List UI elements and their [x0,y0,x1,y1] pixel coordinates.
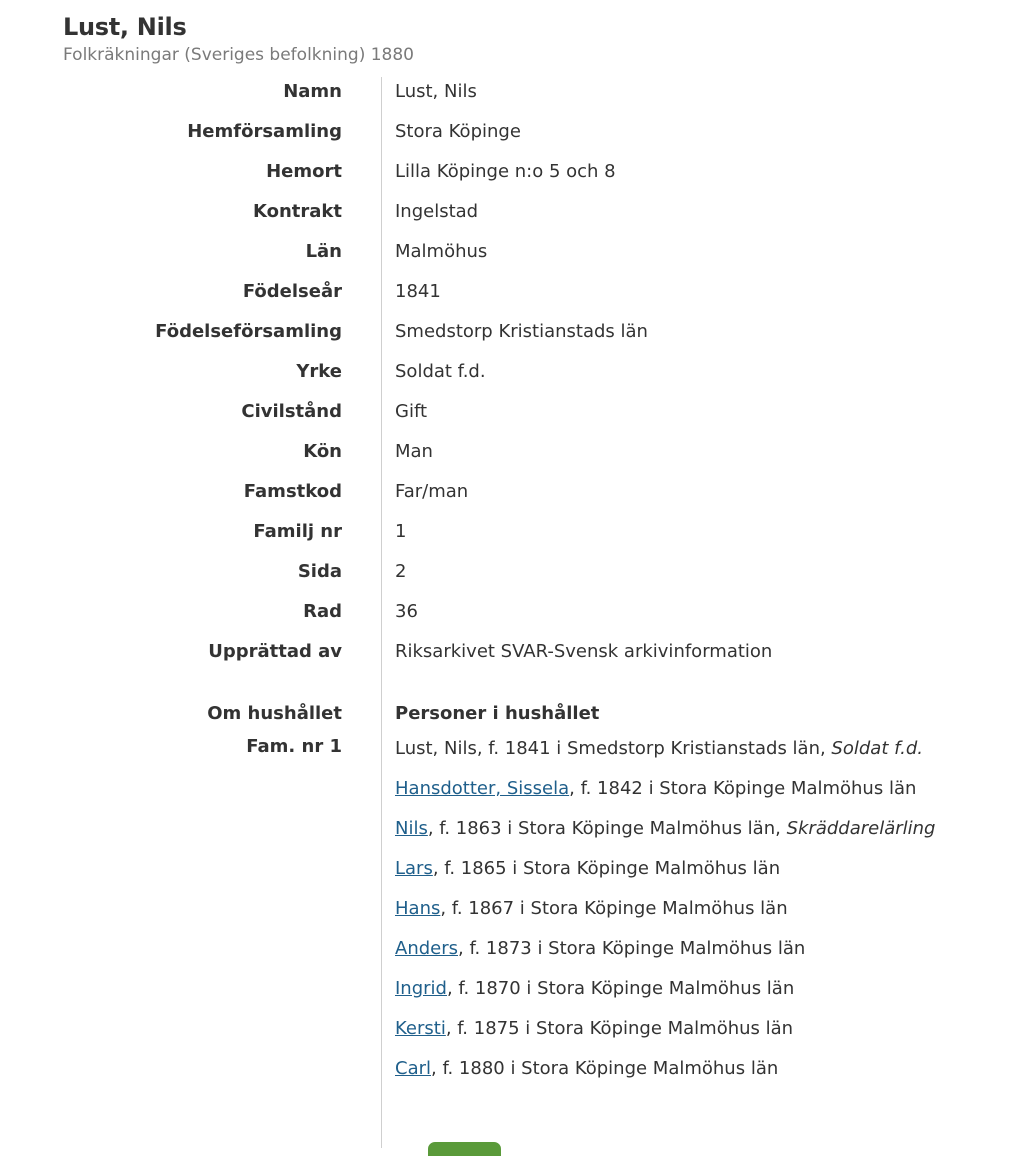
field-label: Rad [303,601,342,622]
field-value: Lust, Nils [395,81,477,102]
field-label: Födelseår [242,281,342,302]
field-value: 1841 [395,281,441,302]
field-row-namn [0,72,1017,112]
person-6 [395,975,794,1003]
person-3 [395,855,780,883]
person-occupation: Skräddarelärling [786,818,936,839]
person-8 [395,1055,778,1083]
field-value: Gift [395,401,428,422]
field-row-rad [0,592,1017,632]
field-label: Sida [297,561,342,582]
field-value: 36 [395,601,418,622]
person-link-carl[interactable]: Carl [395,1058,431,1079]
person-link-hans[interactable]: Hans [395,898,441,919]
field-row-upprattad-av [0,632,1017,672]
field-label: Yrke [296,361,342,382]
field-label: Namn [283,81,342,102]
person-details: , f. 1870 i Stora Köpinge Malmöhus län [446,978,795,999]
field-row-hemort [0,152,1017,192]
field-row-civilstand [0,392,1017,432]
field-value: 2 [395,561,407,582]
household-persons-title: Personer i hushållet [395,703,600,724]
field-label: Kön [303,441,342,462]
field-row-familj-nr [0,512,1017,552]
person-details: , f. 1875 i Stora Köpinge Malmöhus län [445,1018,794,1039]
field-value: 1 [395,521,407,542]
field-row-famstkod [0,472,1017,512]
person-link-anders[interactable]: Anders [395,938,458,959]
person-4 [395,895,788,923]
person-0 [395,735,923,763]
field-label: Civilstånd [241,401,342,422]
person-1 [395,775,916,803]
person-7 [395,1015,793,1043]
field-row-kon [0,432,1017,472]
person-link-nils[interactable]: Nils [395,818,428,839]
field-row-fodelsear [0,272,1017,312]
record-header [63,12,414,66]
person-details: , f. 1842 i Stora Köpinge Malmöhus län [569,778,917,799]
person-details: , f. 1863 i Stora Köpinge Malmöhus län, [427,818,787,839]
field-label: Födelseförsamling [155,321,342,342]
field-value: Soldat f.d. [395,361,486,382]
field-value: Lilla Köpinge n:o 5 och 8 [395,161,616,182]
person-link-hansdotter-sissela[interactable]: Hansdotter, Sissela [395,778,570,799]
person-5 [395,935,805,963]
field-label: Hemort [266,161,342,182]
field-row-kontrakt [0,192,1017,232]
field-label: Famstkod [243,481,342,502]
field-label: Upprättad av [208,641,342,662]
person-2 [395,815,935,843]
person-link-lars[interactable]: Lars [395,858,433,879]
person-details: , f. 1841 i Smedstorp Kristianstads län, [476,738,832,759]
person-details: , f. 1865 i Stora Köpinge Malmöhus län [432,858,781,879]
page-subtitle: Folkräkningar (Sveriges befolkning) 1880 [63,45,414,65]
field-row-hemforsamling [0,112,1017,152]
field-value: Riksarkivet SVAR-Svensk arkivinformation [395,641,773,662]
person-details: , f. 1880 i Stora Köpinge Malmöhus län [431,1058,779,1079]
family-number-label: Fam. nr 1 [246,736,342,757]
field-row-fodelseforsamling [0,312,1017,352]
person-occupation: Soldat f.d. [831,738,923,759]
person-link-kersti[interactable]: Kersti [395,1018,446,1039]
field-row-sida [0,552,1017,592]
field-row-lan [0,232,1017,272]
field-row-yrke [0,352,1017,392]
field-value: Stora Köpinge [395,121,521,142]
field-value: Man [395,441,433,462]
field-label: Kontrakt [252,201,342,222]
person-details: , f. 1873 i Stora Köpinge Malmöhus län [458,938,806,959]
household-label: Om hushållet [207,703,342,724]
person-link-ingrid[interactable]: Ingrid [395,978,447,999]
field-value: Smedstorp Kristianstads län [395,321,648,342]
field-label: Hemförsamling [187,121,342,142]
field-value: Malmöhus [395,241,488,262]
field-label: Län [305,241,342,262]
person-name: Lust, Nils [395,738,477,759]
field-value: Far/man [395,481,469,502]
action-button[interactable] [428,1142,501,1156]
field-value: Ingelstad [395,201,479,222]
person-details: , f. 1867 i Stora Köpinge Malmöhus län [440,898,788,919]
page-title: Lust, Nils [63,13,187,41]
field-label: Familj nr [253,521,342,542]
